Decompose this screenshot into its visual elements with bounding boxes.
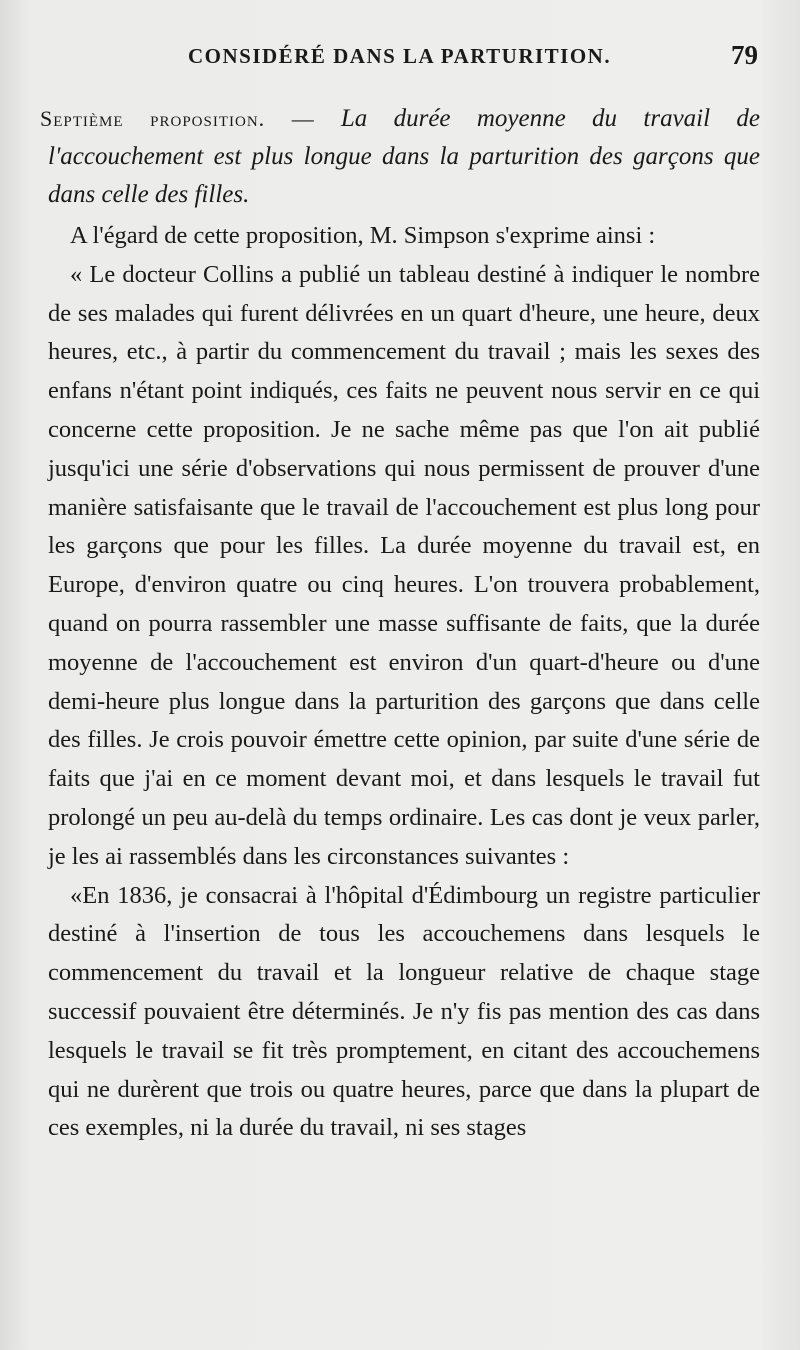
proposition-text: La durée moyenne du travail de l'accouchement est plus longue dans la parturition des garçons que dans celle des filles. xyxy=(48,105,760,208)
page-number: 79 xyxy=(731,40,758,70)
proposition-paragraph xyxy=(40,100,760,214)
body-text xyxy=(40,100,760,1148)
paragraph-quote: « Le docteur Collins a publié un tableau destiné à indiquer le nombre de ses malades qui furent délivrées en un quart d'heure, une heure, deux heures, etc., à partir du commencement du travail ; mais les sexes des enfans n'étant point indiqués, ces faits ne peuvent nous servir en ce qui concerne cette proposition. Je ne sache même pas que l'on ait publié jusqu'ici une série d'observations qui nous permissent de prouver d'une manière satisfaisante que le travail de l'accouchement est plus long pour les garçons que pour les filles. La durée moyenne du travail est, en Europe, d'environ quatre ou cinq heures. L'on trouvera probablement, quand on pourra rassembler une masse suffisante de faits, que la durée moyenne de l'accouchement est environ d'un quart-d'heure ou d'une demi-heure plus longue dans la parturition des garçons que dans celle des filles. Je crois pouvoir émettre cette opinion, par suite d'une série de faits que j'ai en ce moment devant moi, et dans lesquels le travail fut prolongé un peu au-delà du temps ordinaire. Les cas dont je veux parler, je les ai rassemblés dans les circonstances suivantes : xyxy=(48,260,760,870)
paragraph-intro: A l'égard de cette proposition, M. Simpson s'exprime ainsi : xyxy=(70,222,656,249)
paragraph-registry: «En 1836, je consacrai à l'hôpital d'Édimbourg un registre particulier destiné à l'insertion de tous les accouchemens dans lesquels le commencement du travail et la longueur relative de chaque stage successif pouvaient être déterminés. Je n'y fis pas mention des cas dans lesquels le travail se fit très promptement, en citant des accouchemens qui ne durèrent que trois ou quatre heures, parce que dans la plupart de ces exemples, ni la durée du travail, ni ses stages xyxy=(48,881,760,1142)
proposition-label: Septième proposition. — xyxy=(40,106,315,131)
page-header xyxy=(48,40,760,80)
running-title: CONSIDÉRÉ DANS LA PARTURITION. xyxy=(188,44,612,68)
